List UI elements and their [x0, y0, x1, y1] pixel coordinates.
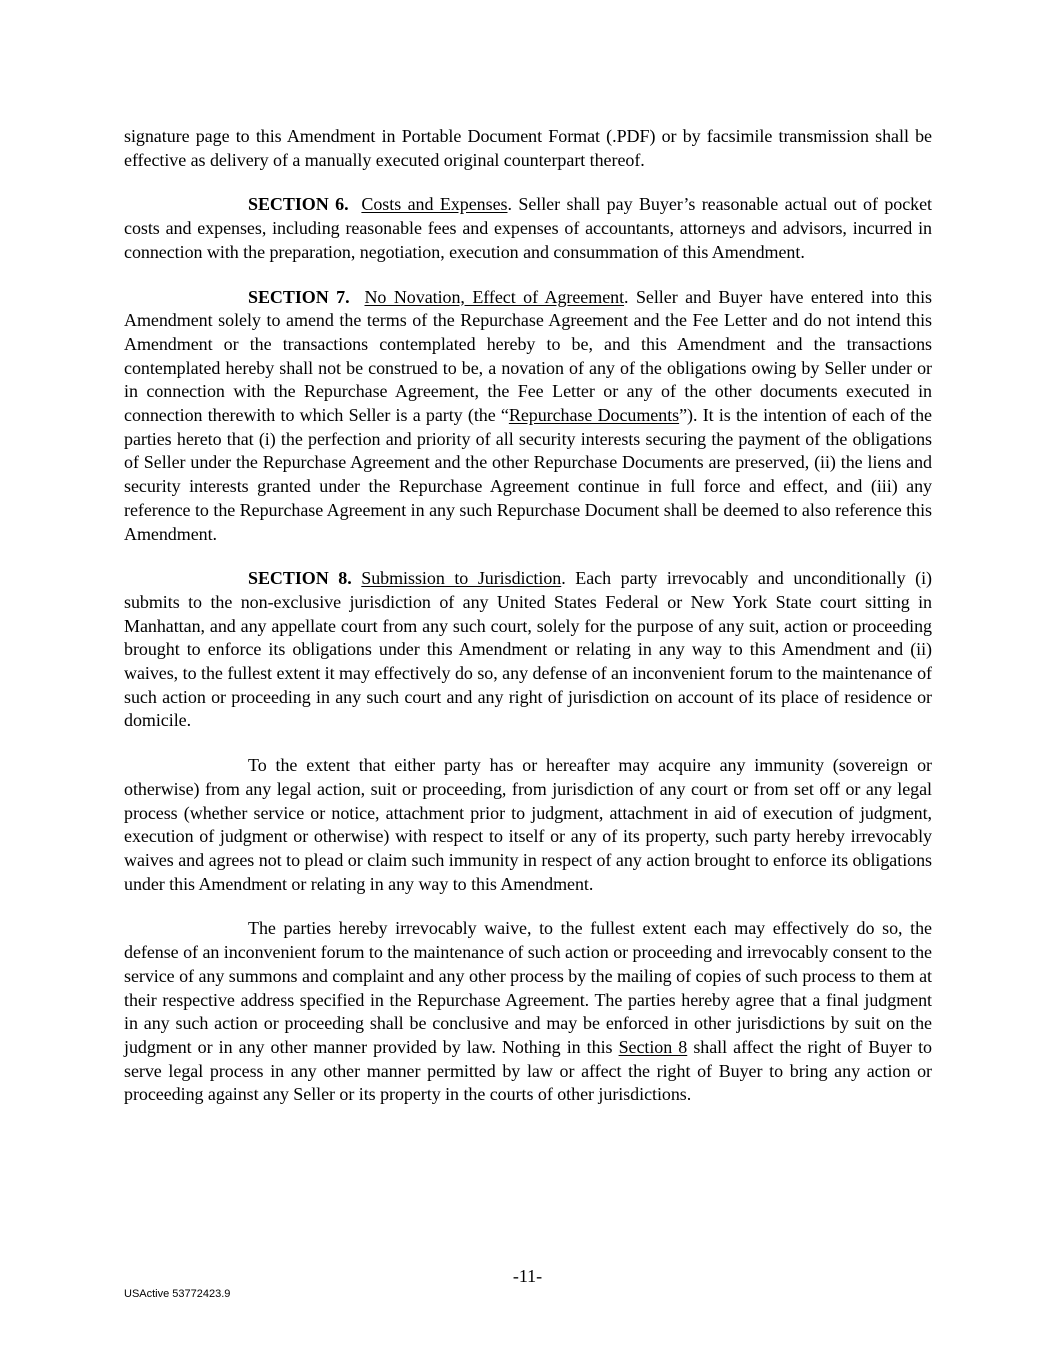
section-6-number: SECTION 6. [248, 194, 349, 215]
document-page [124, 125, 932, 1128]
continuation-text: signature page to this Amendment in Portable Document Format (.PDF) or by facsimile transmission shall be effective as delivery of a manually executed original counterpart thereof. [124, 126, 932, 170]
section-7-heading-suffix: . [624, 286, 629, 307]
section-6-paragraph [124, 193, 932, 264]
immunity-paragraph [124, 754, 932, 896]
document-id: USActive 53772423.9 [124, 1288, 231, 1300]
section-6-heading-suffix: . [507, 194, 512, 215]
section-7-heading: No Novation, Effect of Agreement [364, 286, 625, 307]
section-7-number: SECTION 7. [248, 286, 350, 307]
section-7-body-part1: Seller and Buyer have entered into this Amendment solely to amend the terms of the Repurchase Agreement and the Fee Letter and do not intend this Amendment or the transactions contemplated hereby to be, and this Amendment and the transactions contemplated hereby shall not be construed to be, a novation of any of the obligations owing by Seller under or in connection with the Repurchase Agreement, the Fee Letter or any of the other documents executed in connection therewith to which Seller is a party (the “ [124, 286, 932, 426]
section-8-heading: Submission to Jurisdiction [361, 568, 562, 589]
section-8-body: Each party irrevocably and unconditionally (i) submits to the non-exclusive jurisdiction of any United States Federal or New York State court sitting in Manhattan, and any appellate court from any such court, solely for the purpose of any suit, action or proceeding brought to enforce its obligations under this Amendment or relating in any way to this Amendment and (ii) waives, to the fullest extent it may effectively do so, any defense of an inconvenient forum to the maintenance of such action or proceeding in any such court and any right of jurisdiction on account of its place of residence or domicile. [124, 568, 932, 731]
section-8-cross-reference: Section 8 [618, 1036, 688, 1057]
section-8-heading-suffix: . [561, 568, 566, 589]
section-8-number: SECTION 8. [248, 568, 352, 589]
page-number: -11- [512, 1266, 543, 1286]
waiver-text-part2: shall affect the right of Buyer to serve legal process in any other manner permitted by law or affect the right of Buyer to bring any action or proceeding against any Seller or its property in the courts of other jurisdictions. [124, 1036, 932, 1105]
continuation-paragraph [124, 125, 932, 172]
section-6-body: Seller shall pay Buyer’s reasonable actual out of pocket costs and expenses, including reasonable fees and expenses of accountants, attorneys and advisors, incurred in connection with the preparation, negotiation, execution and consummation of this Amendment. [124, 194, 933, 262]
section-7-body-part2: ”). It is the intention of each of the parties hereto that (i) the perfection and priority of all security interests securing the payment of the obligations of Seller under the Repurchase Agreement and the other Repurchase Documents are preserved, (ii) the liens and security interests granted under the Repurchase Agreement continue in full force and effect, and (iii) any reference to the Repurchase Agreement in any such Repurchase Document shall be deemed to also reference this Amendment. [124, 405, 932, 544]
waiver-paragraph [124, 917, 932, 1107]
section-8-paragraph [124, 567, 932, 733]
defined-term-repurchase-documents: Repurchase Documents [508, 405, 680, 426]
waiver-text-part1: The parties hereby irrevocably waive, to the fullest extent each may effectively do so, the defense of an inconvenient forum to the maintenance of such action or proceeding and irrevocably consent to the service of any summons and complaint and any other process by the mailing of copies of such process to them at their respective address specified in the Repurchase Agreement. The parties hereby agree that a final judgment in any such action or proceeding shall be conclusive and may be enforced in other jurisdictions by suit on the judgment or in any other manner provided by law. Nothing in this [124, 918, 932, 1057]
immunity-text: To the extent that either party has or hereafter may acquire any immunity (sovereign or otherwise) from any legal action, suit or proceeding, from jurisdiction of any court or from set off or any legal process (whether service or notice, attachment prior to judgment, attachment in aid of execution of judgment, execution of judgment or otherwise) with respect to itself or any of its property, such party hereby irrevocably waives and agrees not to plead or claim such immunity in respect of any action brought to enforce its obligations under this Amendment or relating in any way to this Amendment. [124, 755, 932, 894]
section-7-paragraph [124, 286, 932, 547]
section-6-heading: Costs and Expenses [361, 194, 508, 215]
